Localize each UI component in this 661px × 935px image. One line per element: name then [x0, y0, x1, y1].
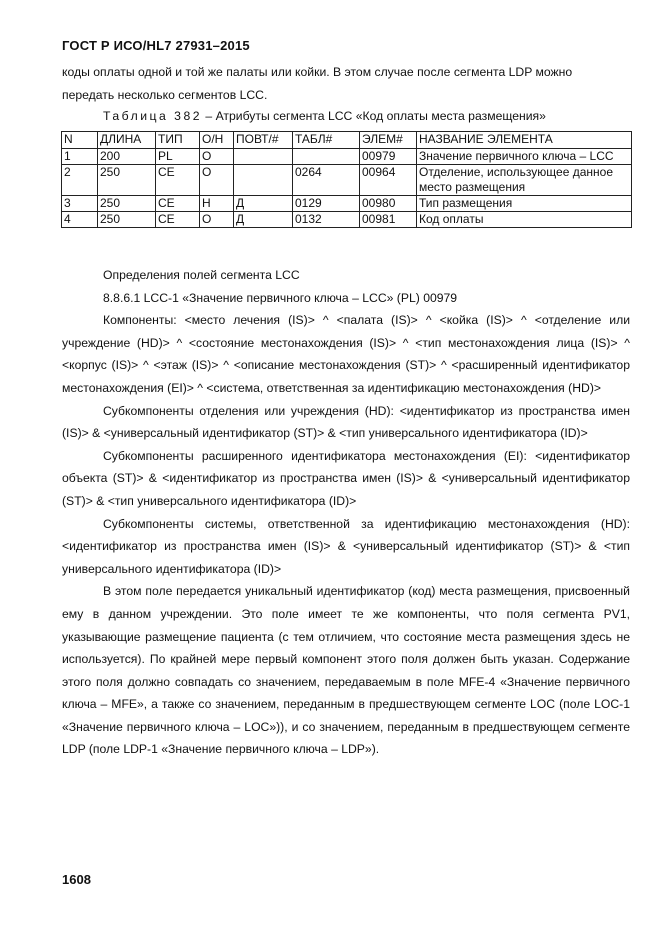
paragraph: Субкомпоненты расширенного идентификатора местонахождения (EI): <идентификатор объекта (ST)> & <идентификатор из пространства имен (IS)> & <универсальный идентификатор (ST)> & <тип универсального идентификатора (ID)> [62, 448, 630, 508]
table-cell [293, 149, 360, 165]
intro-text [62, 61, 630, 106]
section-heading: Определения полей сегмента LCC [103, 268, 300, 282]
table-caption-text: – Атрибуты сегмента LCC «Код оплаты места размещения» [202, 109, 546, 123]
paragraph: Субкомпоненты системы, ответственной за идентификацию местонахождения (HD): <идентификатор из пространства имен (IS)> & <универсальный идентификатор (ST)> & <тип универсального идентификатора (ID)> [62, 516, 630, 576]
table-row [62, 196, 632, 212]
intro-line: коды оплаты одной и той же палаты или койки. В этом случае после сегмента LDP можно [62, 65, 573, 79]
table-cell: CE [156, 165, 200, 196]
table-header-cell: ТАБЛ# [293, 132, 360, 149]
table-cell: 3 [62, 196, 98, 212]
table-cell: 1 [62, 149, 98, 165]
table-caption [103, 109, 546, 123]
paragraph: Компоненты: <место лечения (IS)> ^ <палата (IS)> ^ <койка (IS)> ^ <отделение или учреждение (HD)> ^ <состояние местонахождения (IS)> ^ <тип местонахождения лица (IS)> ^ <корпус (IS)> ^ <этаж (IS)> ^ <описание местонахождения (ST)> ^ <расширенный идентификатор местонахождения (EI)> ^ <система, ответственная за идентификацию местонахождения (HD)> [62, 313, 630, 395]
table-cell: 200 [98, 149, 156, 165]
segment-attributes-table [61, 131, 632, 228]
table-header-cell: ДЛИНА [98, 132, 156, 149]
table-cell: 0264 [293, 165, 360, 196]
table-cell: 0132 [293, 212, 360, 228]
table-header-cell: ПОВТ/# [234, 132, 293, 149]
table-cell: Тип размещения [417, 196, 632, 212]
table-cell: CE [156, 196, 200, 212]
table-cell: Н [200, 196, 234, 212]
table-row [62, 149, 632, 165]
table-cell: 00979 [360, 149, 417, 165]
table-header-cell: ТИП [156, 132, 200, 149]
table-row [62, 165, 632, 196]
field-subheading: 8.8.6.1 LCC-1 «Значение первичного ключа – LCC» (PL) 00979 [103, 290, 458, 305]
table-cell: Д [234, 196, 293, 212]
table-cell: PL [156, 149, 200, 165]
table-header-cell: N [62, 132, 98, 149]
table-cell: 0129 [293, 196, 360, 212]
intro-line: передать несколько сегментов LCC. [62, 87, 268, 102]
table-header-cell: ЭЛЕМ# [360, 132, 417, 149]
table-cell: 250 [98, 165, 156, 196]
section-body [62, 264, 630, 761]
table-cell: Д [234, 212, 293, 228]
table-cell: 00981 [360, 212, 417, 228]
standard-title: ГОСТ Р ИСО/HL7 27931–2015 [62, 38, 250, 53]
table-cell: О [200, 212, 234, 228]
table-cell [234, 149, 293, 165]
paragraph: Субкомпоненты отделения или учреждения (HD): <идентификатор из пространства имен (IS)> & <универсальный идентификатор (ST)> & <тип универсального идентификатора (ID)> [62, 403, 630, 441]
table-cell: 00980 [360, 196, 417, 212]
table-cell: Значение первичного ключа – LCC [417, 149, 632, 165]
table-row [62, 212, 632, 228]
table-cell: 250 [98, 212, 156, 228]
table-cell: 4 [62, 212, 98, 228]
table-header-row [62, 132, 632, 149]
paragraph: В этом поле передается уникальный идентификатор (код) места размещения, присвоенный ему в данном учреждении. Это поле имеет те же компоненты, что поля сегмента PV1, указывающие размещение пациента (с тем отличием, что состояние места размещения здесь не используется). По крайней мере первый компонент этого поля должен быть указан. Содержание этого поля должно совпадать со значением, передаваемым в поле MFE-4 «Значение первичного ключа – MFE», а также со значением, переданным в предшествующем сегменте LOC (поле LOC-1 «Значение первичного ключа – LOC»)), и со значением, переданным в предшествующем сегменте LDP (поле LDP-1 «Значение первичного ключа – LDP»). [62, 584, 630, 757]
table-cell: Код оплаты [417, 212, 632, 228]
table-header-cell: НАЗВАНИЕ ЭЛЕМЕНТА [417, 132, 632, 149]
page-number: 1608 [62, 872, 91, 887]
table-cell: 250 [98, 196, 156, 212]
table-cell: 2 [62, 165, 98, 196]
table-cell: Отделение, использующее данное место размещения [417, 165, 632, 196]
table-header-cell: О/Н [200, 132, 234, 149]
table-cell: CE [156, 212, 200, 228]
table-caption-number: Таблица 382 [103, 109, 203, 123]
table-cell: 00964 [360, 165, 417, 196]
table-cell [234, 165, 293, 196]
table-cell: О [200, 149, 234, 165]
table-cell: О [200, 165, 234, 196]
